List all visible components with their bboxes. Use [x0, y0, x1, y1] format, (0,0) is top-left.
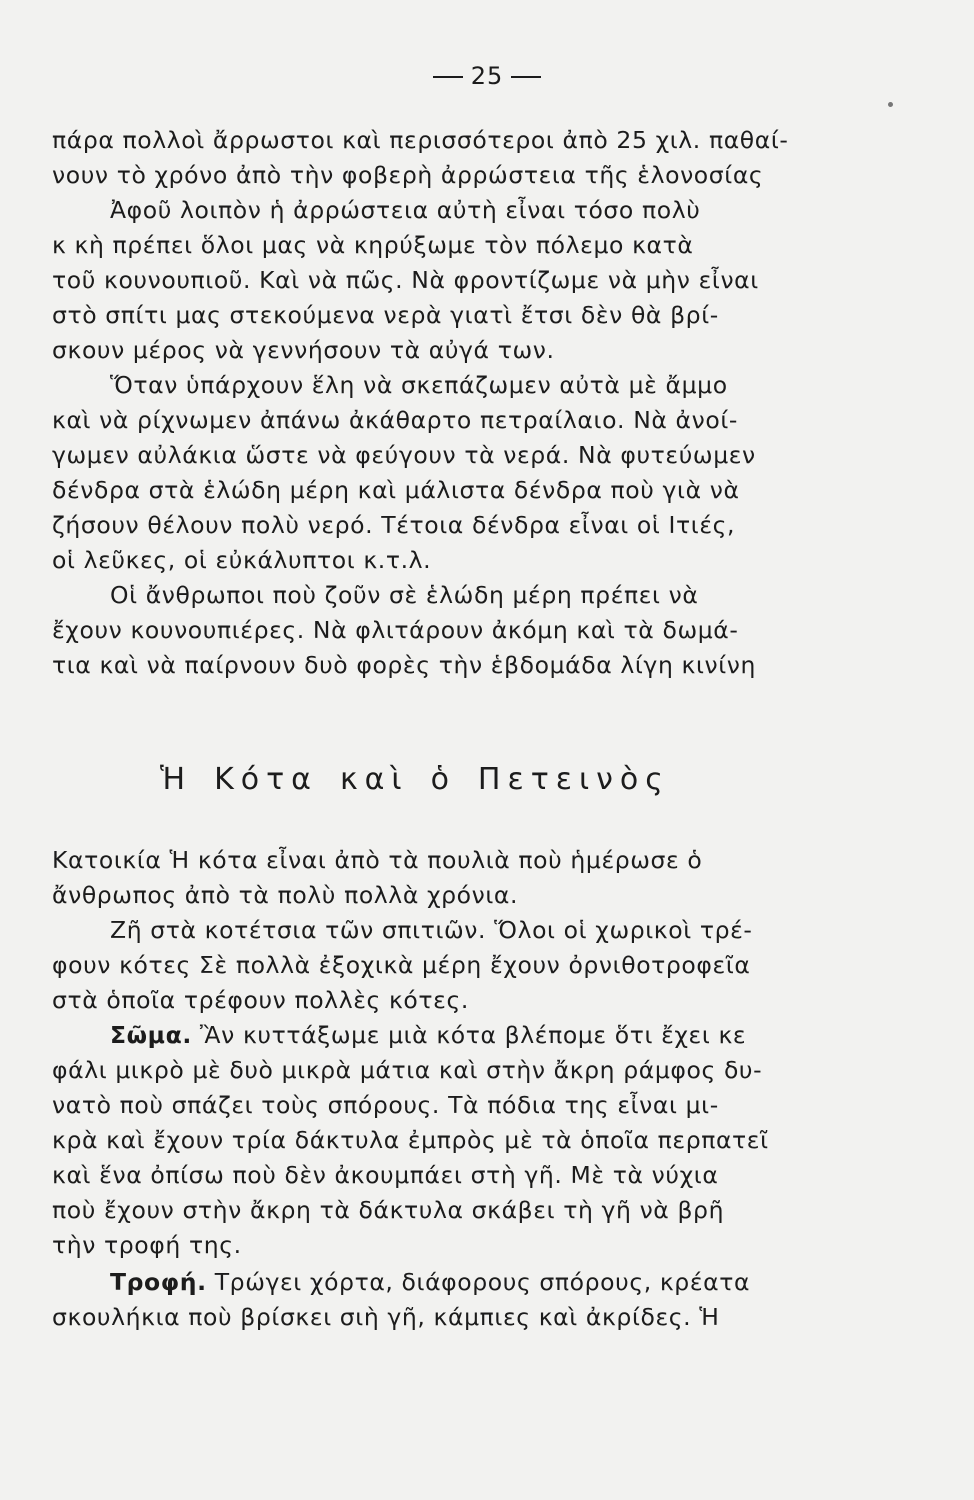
text-line: νατὸ ποὺ σπάζει τοὺς σπόρους. Τὰ πόδια της εἶναι μι- [52, 1091, 719, 1119]
heading-word: Πετεινὸς [477, 762, 670, 797]
text-line: δένδρα στὰ ἑλώδη μέρη καὶ μάλιστα δένδρα ποὺ γιὰ νὰ [52, 476, 740, 504]
text-line: κρὰ καὶ ἔχουν τρία δάκτυλα ἐμπρὸς μὲ τὰ ὁποῖα περπατεῖ [52, 1126, 769, 1154]
text-line: Ζῆ στὰ κοτέτσια τῶν σπιτιῶν. Ὅλοι οἱ χωρικοὶ τρέ- [110, 916, 753, 944]
heading-word: καὶ [339, 762, 409, 797]
text-line: Κατοικία Ἡ κότα εἶναι ἀπὸ τὰ πουλιὰ ποὺ ἡμέρωσε ὁ [52, 846, 703, 874]
text-line: φάλι μικρὸ μὲ δυὸ μικρὰ μάτια καὶ στὴν ἄκρη ράμφος δυ- [52, 1056, 763, 1084]
text-line: στὰ ὁποῖα τρέφουν πολλὲς κότες. [52, 986, 469, 1014]
text-line: φουν κότες Σὲ πολλὰ ἐξοχικὰ μέρη ἔχουν ὀρνιθοτροφεῖα [52, 951, 751, 979]
text-span: Ἂν κυττάξωμε μιὰ κότα βλέπομε ὅτι ἔχει κε [199, 1021, 747, 1049]
text-line: καὶ νὰ ρίχνωμεν ἀπάνω ἀκάθαρτο πετραίλαιο. Νὰ ἀνοί- [52, 406, 738, 434]
text-line: τοῦ κουνουπιοῦ. Καὶ νὰ πῶς. Νὰ φροντίζωμε νὰ μὴν εἶναι [52, 266, 759, 294]
text-line: ἔχουν κουνουπιέρες. Νὰ φλιτάρουν ἀκόμη καὶ τὰ δωμά- [52, 616, 739, 644]
text-line: οἱ λεῦκες, οἱ εὐκάλυπτοι κ.τ.λ. [52, 546, 432, 574]
text-line: Ὅταν ὑπάρχουν ἕλη νὰ σκεπάζωμεν αὐτὰ μὲ ἄμμο [110, 371, 728, 399]
text-line: τια καὶ νὰ παίρνουν δυὸ φορὲς τὴν ἑβδομάδα λίγη κινίνη [52, 651, 757, 679]
text-line: ζήσουν θέλουν πολὺ νερό. Τέτοια δένδρα εἶναι οἱ Ιτιές, [52, 511, 736, 539]
text-line: Ἀφοῦ λοιπὸν ἡ ἀρρώστεια αὐτὴ εἶναι τόσο πολὺ [110, 196, 701, 224]
text-line: ποὺ ἔχουν στὴν ἄκρη τὰ δάκτυλα σκάβει τὴ γῆ νὰ βρῆ [52, 1196, 725, 1224]
paragraph-label: Τροφή. [110, 1268, 207, 1296]
text-line: πάρα πολλοὶ ἄρρωστοι καὶ περισσότεροι ἀπὸ 25 χιλ. παθαί- [52, 126, 789, 154]
text-line: Οἱ ἄνθρωποι ποὺ ζοῦν σὲ ἑλώδη μέρη πρέπει νὰ [110, 581, 699, 609]
text-line: στὸ σπίτι μας στεκούμενα νερὰ γιατὶ ἔτσι δὲν θὰ βρί- [52, 301, 719, 329]
paper-speck [888, 102, 893, 107]
text-span: Τρώγει χόρτα, διάφορους σπόρους, κρέατα [214, 1268, 751, 1296]
text-line: νουν τὸ χρόνο ἀπὸ τὴν φοβερὴ ἀρρώστεια τῆς ἑλονοσίας [52, 161, 764, 189]
section-heading [160, 762, 692, 797]
text-line: σκουν μέρος νὰ γεννήσουν τὰ αὐγά των. [52, 336, 555, 364]
dash-left [433, 76, 463, 78]
paragraph-label: Σῶμα. [110, 1021, 192, 1049]
text-line: ἄνθρωπος ἀπὸ τὰ πολὺ πολλὰ χρόνια. [52, 881, 519, 909]
text-line: τὴν τροφή της. [52, 1231, 242, 1259]
text-line: καὶ ἕνα ὀπίσω ποὺ δὲν ἀκουμπάει στὴ γῆ. Μὲ τὰ νύχια [52, 1161, 719, 1189]
heading-word: ὁ [430, 762, 456, 797]
dash-right [511, 76, 541, 78]
page-number [0, 62, 974, 90]
text-line: κ κὴ πρέπει ὅλοι μας νὰ κηρύξωμε τὸν πόλεμο κατὰ [52, 231, 694, 259]
text-line: γωμεν αὐλάκια ὥστε νὰ φεύγουν τὰ νερά. Νὰ φυτεύωμεν [52, 441, 756, 469]
page-number-value: 25 [470, 62, 504, 90]
text-line: σκουλήκια ποὺ βρίσκει σιὴ γῆ, κάμπιες καὶ ἀκρίδες. Ἡ [52, 1303, 720, 1331]
text-line [110, 1267, 824, 1297]
heading-word: Ἡ [160, 762, 193, 797]
heading-word: Κότα [214, 762, 318, 797]
text-line [110, 1020, 824, 1050]
